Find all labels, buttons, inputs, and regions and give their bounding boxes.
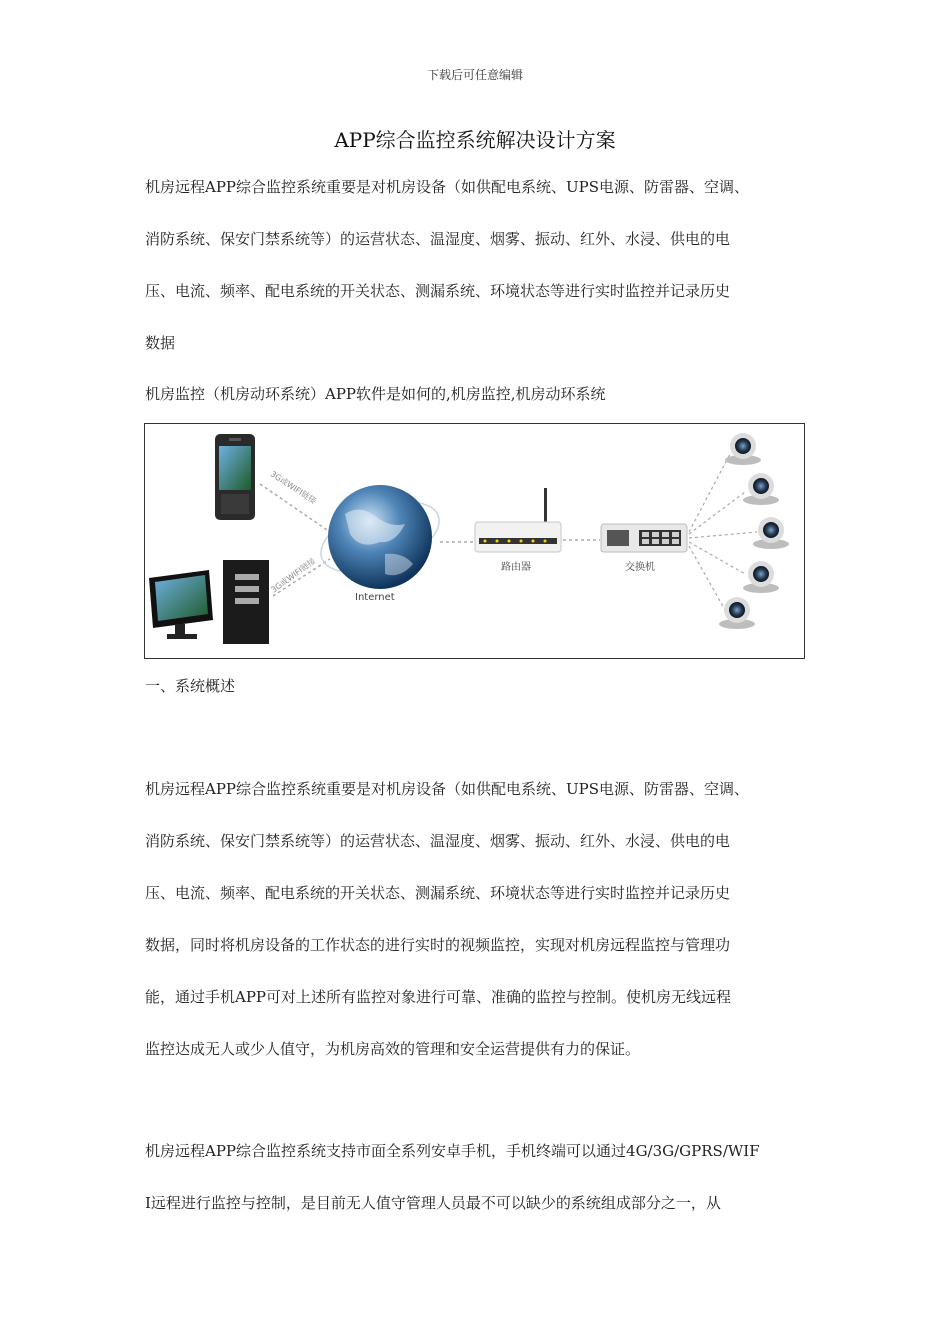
paragraph-line: 数据，同时将机房设备的工作状态的进行实时的视频监控，实现对机房远程监控与管理功 [145,936,731,954]
paragraph-line: 机房远程APP综合监控系统重要是对机房设备（如供配电系统、UPS电源、防雷器、空调、 [145,178,750,196]
link-label: 3G或WIFI链接 [269,556,318,595]
network-diagram [144,423,805,659]
internet-label: Internet [355,592,395,603]
webcam-icon [719,597,755,629]
smartphone-icon [215,434,255,520]
paragraph-line: 消防系统、保安门禁系统等）的运营状态、温湿度、烟雾、振动、红外、水浸、供电的电 [145,832,731,850]
network-diagram-graphic [145,424,806,660]
paragraph-line: 监控达成无人或少人值守，为机房高效的管理和安全运营提供有力的保证。 [145,1040,641,1058]
caption-text: 机房监控（机房动环系统）APP软件是如何的,机房监控,机房动环系统 [145,385,606,403]
paragraph-line: 压、电流、频率、配电系统的开关状态、测漏系统、环境状态等进行实时监控并记录历史 [145,282,731,300]
switch-label: 交换机 [625,562,655,573]
heading-text: 一、系统概述 [145,677,236,695]
paragraph-line: I远程进行监控与控制，是目前无人值守管理人员最不可以缺少的系统组成部分之一，从 [145,1194,721,1212]
paragraph-line: 压、电流、频率、配电系统的开关状态、测漏系统、环境状态等进行实时监控并记录历史 [145,884,731,902]
webcam-icon [743,473,779,505]
router-icon [475,488,561,552]
webcam-icon [743,561,779,593]
link-label: 3G或WIFI链接 [268,469,318,506]
webcam-icon [753,517,789,549]
desktop-computer-icon [149,560,269,644]
paragraph-line: 能，通过手机APP可对上述所有监控对象进行可靠、准确的监控与控制。使机房无线远程 [145,988,732,1006]
webcam-icon [725,433,761,465]
paragraph-line: 消防系统、保安门禁系统等）的运营状态、温湿度、烟雾、振动、红外、水浸、供电的电 [145,230,731,248]
paragraph-line: 数据 [145,334,176,352]
paragraph-line: 机房远程APP综合监控系统支持市面全系列安卓手机，手机终端可以通过4G/3G/GPRS/WIF [145,1142,760,1160]
network-switch-icon [601,524,687,552]
internet-globe-icon [311,485,448,589]
paragraph-line: 机房远程APP综合监控系统重要是对机房设备（如供配电系统、UPS电源、防雷器、空调、 [145,780,750,798]
page-header: 下载后可任意编辑 [426,68,523,82]
document-title: APP综合监控系统解决设计方案 [334,128,616,152]
router-label: 路由器 [501,562,531,573]
